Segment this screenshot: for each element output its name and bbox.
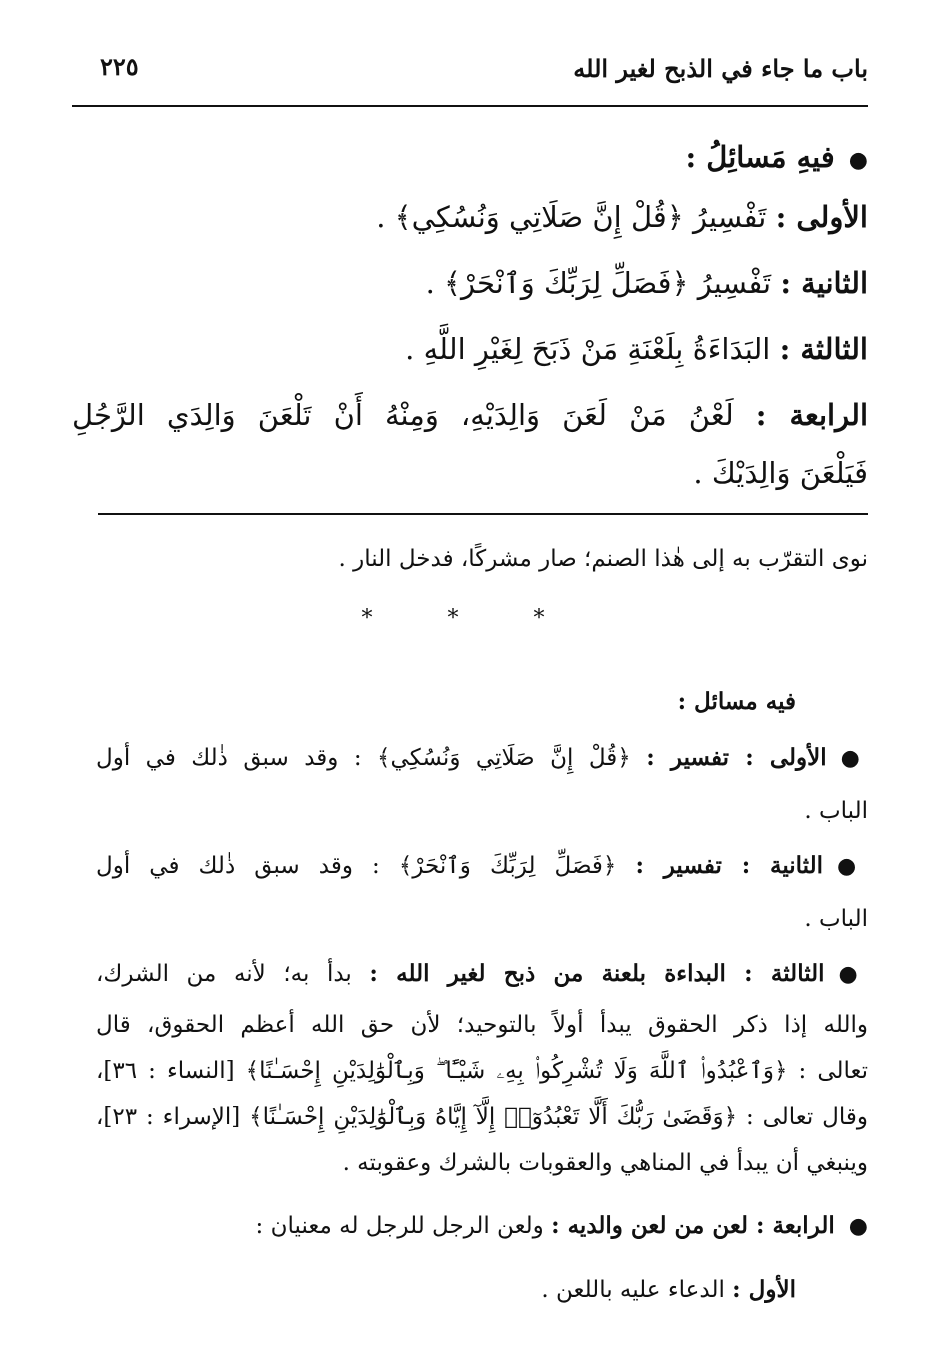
commentary-issue-1-continuation: الباب . [804,798,868,824]
issue-text: تَفْسِيرُ ﴿قُلْ إِنَّ صَلَاتِي وَنُسُكِي﴾ . [376,200,767,234]
footnote-divider [98,513,868,515]
issue-2 [426,266,868,300]
commentary-issue-3 [96,960,868,987]
running-header-title: باب ما جاء في الذبح لغير الله [573,54,868,83]
commentary-issue-3-line-3: تعالى : ﴿وَٱعْبُدُوا۟ ٱللَّهَ وَلَا تُشْرِكُوا۟ بِهِۦ شَيْـًٔا ۖ وَبِٱلْوَٰلِدَيْنِ إِحْسَـٰنًا﴾ [النساء : ٣٦]، [96,1058,869,1084]
issue-text: البَدَاءَةُ بِلَعْنَةِ مَنْ ذَبَحَ لِغَيْرِ اللَّهِ . [405,332,771,366]
commentary-label: الرابعة : لعن من لعن والديه : [551,1212,835,1239]
commentary-issue-3-line-4: وقال تعالى : ﴿وَقَضَىٰ رَبُّكَ أَلَّا تَعْبُدُوٓا۟ إِلَّآ إِيَّاهُ وَبِٱلْوَٰلِدَيْنِ إِحْسَـٰنًا﴾ [الإسراء : ٢٣]، [96,1104,868,1130]
commentary-label: الثانية : تفسير : [635,852,824,879]
quran-quote: ﴿قُلْ إِنَّ صَلَاتِي وَنُسُكِي﴾ [377,745,631,771]
page-number: ٢٢٥ [100,52,139,81]
masail-heading [685,140,868,174]
commentary-issue-4 [256,1212,868,1239]
issue-1 [376,200,868,234]
commentary-text: بدأ به؛ لأنه من الشرك، [96,961,352,987]
bullet-icon: ● [838,962,868,987]
commentary-label: الأول : [732,1276,796,1303]
issue-4-continuation: فَيَلْعَنَ وَالِدَيْكَ . [693,456,868,490]
issue-label: الرابعة : [755,398,869,432]
issue-label: الثانية : [780,266,868,300]
verse-reference: [الإسراء : ٢٣]، [96,1104,241,1130]
heading-text: فيهِ مَسائِلُ : [685,140,835,174]
commentary-label: الأولى : تفسير : [646,744,827,771]
issue-text: لَعْنُ مَنْ لَعَنَ وَالِدَيْهِ، وَمِنْهُ أَنْ تَلْعَنَ وَالِدَي الرَّجُلِ [72,398,734,432]
verse-reference: [النساء : ٣٦]، [96,1058,235,1084]
commentary-text: : وقد سبق ذٰلك في أول [96,745,362,771]
separator-stars: * * * [361,606,579,631]
bullet-icon: ● [848,1214,868,1239]
issue-text: تَفْسِيرُ ﴿فَصَلِّ لِرَبِّكَ وَٱنْحَرْ﴾ . [425,266,772,300]
issue-label: الأولى : [775,200,868,234]
commentary-label: الثالثة : البداءة بلعنة من ذبح لغير الله : [369,960,825,987]
bullet-icon: ● [837,854,868,879]
commentary-text: : وقد سبق ذٰلك في أول [96,853,380,879]
quran-quote: ﴿فَصَلِّ لِرَبِّكَ وَٱنْحَرْ﴾ [398,853,617,879]
commentary-heading: فيه مسائل : [677,688,796,715]
issue-4 [72,398,868,432]
issue-3 [405,332,868,366]
commentary-issue-1 [96,744,868,771]
bullet-icon: ● [848,148,868,173]
commentary-issue-2 [96,852,868,879]
commentary-text: الدعاء عليه باللعن . [541,1277,725,1303]
commentary-issue-3-line-2: والله إذا ذكر الحقوق يبدأ أولاً بالتوحيد؛ لأن حق الله أعظم الحقوق، قال [96,1012,868,1038]
bullet-icon: ● [840,746,868,771]
commentary-issue-2-continuation: الباب . [804,906,868,932]
commentary-meaning-1 [541,1276,796,1303]
commentary-issue-3-line-5: وينبغي أن يبدأ في المناهي والعقوبات بالشرك وعقوبته . [342,1150,868,1176]
quran-quote: ﴿وَٱعْبُدُوا۟ ٱللَّهَ وَلَا تُشْرِكُوا۟ بِهِۦ شَيْـًٔا ۖ وَبِٱلْوَٰلِدَيْنِ إِحْسَـٰنًا﴾ [245,1058,788,1084]
quran-quote: ﴿وَقَضَىٰ رَبُّكَ أَلَّا تَعْبُدُوٓا۟ إِلَّآ إِيَّاهُ وَبِٱلْوَٰلِدَيْنِ إِحْسَـٰنًا﴾ [249,1104,738,1130]
issue-label: الثالثة : [779,332,868,366]
note-continuation: نوى التقرّب به إلى هٰذا الصنم؛ صار مشركًا، فدخل النار . [338,546,868,572]
header-divider [72,105,868,107]
commentary-text: ولعن الرجل للرجل له معنيان : [255,1213,544,1239]
